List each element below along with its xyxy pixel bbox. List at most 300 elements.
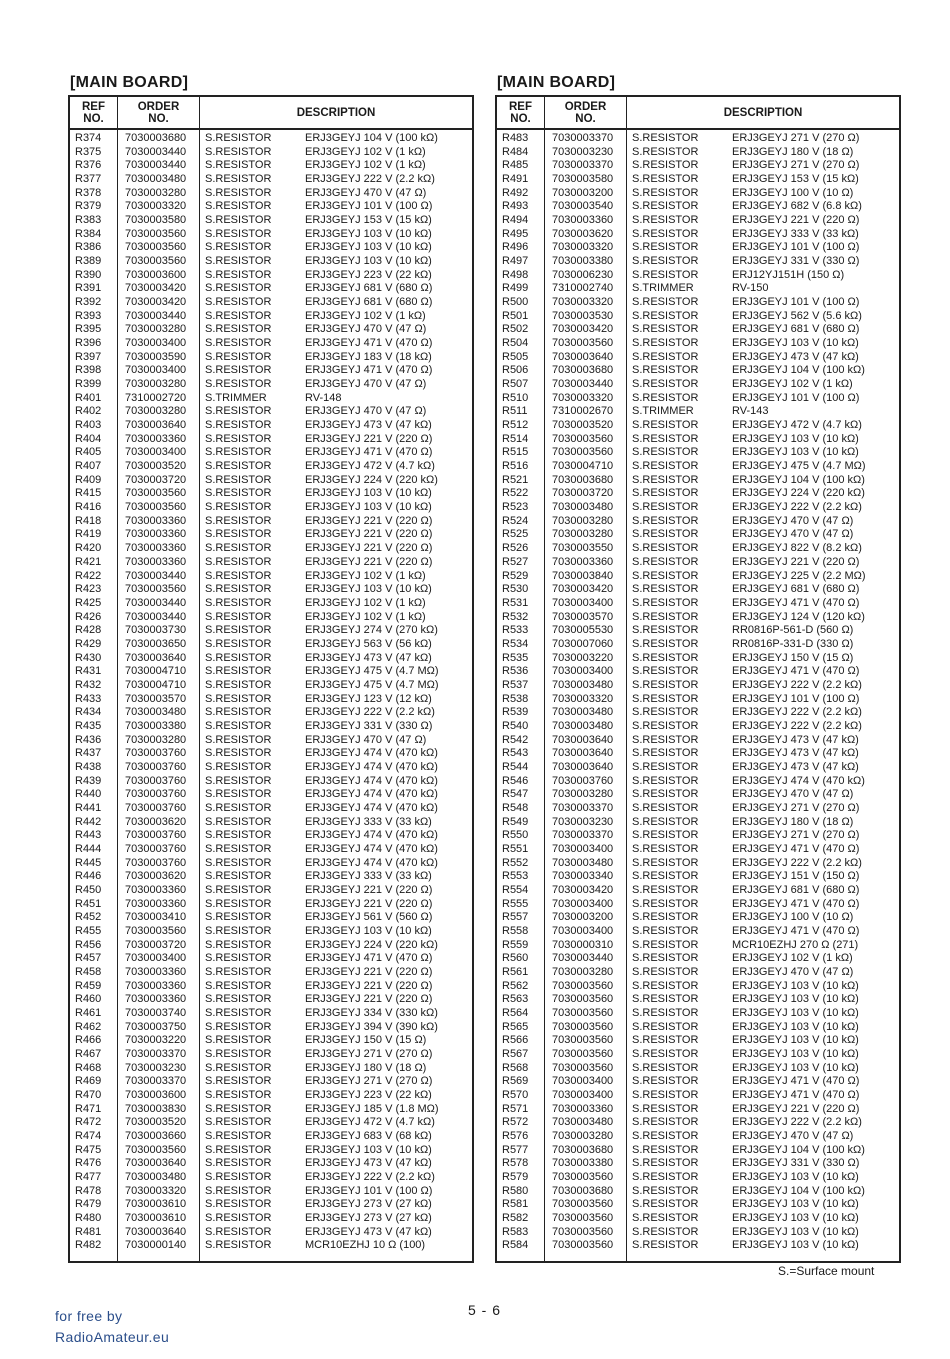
ref-no-cell: R569 xyxy=(502,1075,529,1088)
ref-no-cell: R386 xyxy=(75,241,102,254)
ref-no-cell: R440 xyxy=(75,788,102,801)
table-row xyxy=(70,310,472,324)
part-value-cell: ERJ3GEYJ 470 V (47 Ω) xyxy=(305,186,427,199)
part-type-cell: S.RESISTOR xyxy=(205,979,272,992)
order-no-cell: 7030003760 xyxy=(125,760,187,773)
part-value-cell: ERJ3GEYJ 273 V (27 kΩ) xyxy=(305,1212,432,1225)
header-description: DESCRIPTION xyxy=(723,106,803,119)
part-type-cell: S.RESISTOR xyxy=(632,1075,699,1088)
part-type-cell: S.RESISTOR xyxy=(632,651,699,664)
table-row xyxy=(497,1144,899,1158)
ref-no-cell: R484 xyxy=(502,145,529,158)
part-type-cell: S.RESISTOR xyxy=(632,1143,699,1156)
order-no-cell: 7030003660 xyxy=(125,1130,187,1143)
order-no-cell: 7030003560 xyxy=(552,1212,614,1225)
table-row xyxy=(497,269,899,283)
part-type-cell: S.RESISTOR xyxy=(632,1184,699,1197)
order-no-cell: 7030003560 xyxy=(552,1034,614,1047)
ref-no-cell: R430 xyxy=(75,651,102,664)
table-row xyxy=(497,1089,899,1103)
part-type-cell: S.RESISTOR xyxy=(205,1116,272,1129)
table-row xyxy=(497,925,899,939)
part-value-cell: ERJ3GEYJ 470 V (47 Ω) xyxy=(732,965,854,978)
order-no-cell: 7030003320 xyxy=(552,391,614,404)
order-no-cell: 7030003680 xyxy=(552,473,614,486)
ref-no-cell: R564 xyxy=(502,1007,529,1019)
part-value-cell: ERJ3GEYJ 271 V (270 Ω) xyxy=(732,829,860,842)
order-no-cell: 7030003280 xyxy=(552,528,614,541)
order-no-cell: 7030003590 xyxy=(125,350,187,363)
part-value-cell: ERJ3GEYJ 471 V (470 Ω) xyxy=(732,897,860,910)
ref-no-cell: R500 xyxy=(502,296,529,309)
part-type-cell: S.RESISTOR xyxy=(205,323,272,336)
order-no-cell: 7030003640 xyxy=(552,350,614,363)
order-no-cell: 7030003560 xyxy=(552,1020,614,1033)
part-type-cell: S.RESISTOR xyxy=(632,241,699,254)
part-value-cell: ERJ3GEYJ 102 V (1 kΩ) xyxy=(305,610,426,623)
order-no-cell: 7030003760 xyxy=(125,747,187,760)
order-no-cell: 7030003200 xyxy=(552,186,614,199)
part-value-cell: ERJ3GEYJ 104 V (100 kΩ) xyxy=(732,364,865,377)
order-no-cell: 7030003560 xyxy=(552,1048,614,1061)
order-no-cell: 7030003560 xyxy=(552,1061,614,1074)
part-value-cell: ERJ3GEYJ 224 V (220 kΩ) xyxy=(305,938,438,951)
ref-no-cell: R582 xyxy=(502,1212,529,1225)
table-row xyxy=(70,679,472,693)
table-body-left xyxy=(70,130,472,1261)
order-no-cell: 7030003400 xyxy=(552,1089,614,1102)
part-type-cell: S.RESISTOR xyxy=(632,596,699,609)
part-value-cell: ERJ3GEYJ 221 V (220 Ω) xyxy=(305,528,433,541)
part-type-cell: S.RESISTOR xyxy=(205,241,272,254)
ref-no-cell: R375 xyxy=(75,145,102,158)
part-value-cell: ERJ3GEYJ 221 V (220 Ω) xyxy=(305,993,433,1006)
part-type-cell: S.RESISTOR xyxy=(632,1198,699,1211)
part-value-cell: ERJ3GEYJ 103 V (10 kΩ) xyxy=(732,337,859,350)
ref-no-cell: R496 xyxy=(502,241,529,254)
part-value-cell: ERJ3GEYJ 470 V (47 Ω) xyxy=(732,788,854,801)
order-no-cell: 7310002670 xyxy=(552,405,614,418)
order-no-cell: 7030003760 xyxy=(125,774,187,787)
ref-no-cell: R455 xyxy=(75,924,102,937)
part-value-cell: ERJ3GEYJ 333 V (33 kΩ) xyxy=(305,870,432,883)
part-type-cell: S.RESISTOR xyxy=(632,555,699,568)
part-type-cell: S.RESISTOR xyxy=(205,897,272,910)
order-no-cell: 7030003280 xyxy=(552,1130,614,1143)
order-no-cell: 7030003520 xyxy=(125,460,187,473)
part-value-cell: ERJ3GEYJ 473 V (47 kΩ) xyxy=(305,1157,432,1170)
ref-no-cell: R389 xyxy=(75,255,102,268)
order-no-cell: 7030003280 xyxy=(125,323,187,336)
part-type-cell: S.RESISTOR xyxy=(632,1048,699,1061)
part-value-cell: ERJ3GEYJ 103 V (10 kΩ) xyxy=(732,979,859,992)
part-value-cell: ERJ3GEYJ 103 V (10 kΩ) xyxy=(305,241,432,254)
order-no-cell: 7030003760 xyxy=(552,774,614,787)
part-type-cell: S.RESISTOR xyxy=(632,337,699,350)
part-value-cell: ERJ3GEYJ 221 V (220 Ω) xyxy=(305,965,433,978)
table-row xyxy=(70,1007,472,1021)
part-type-cell: S.RESISTOR xyxy=(632,432,699,445)
table-row xyxy=(70,487,472,501)
part-type-cell: S.RESISTOR xyxy=(205,473,272,486)
table-row xyxy=(70,159,472,173)
ref-no-cell: R562 xyxy=(502,979,529,992)
ref-no-cell: R567 xyxy=(502,1048,529,1061)
ref-no-cell: R384 xyxy=(75,227,102,240)
order-no-cell: 7030003480 xyxy=(552,1116,614,1129)
part-value-cell: ERJ3GEYJ 183 V (18 kΩ) xyxy=(305,350,432,363)
part-type-cell: S.RESISTOR xyxy=(632,911,699,924)
part-type-cell: S.RESISTOR xyxy=(205,1102,272,1115)
part-type-cell: S.RESISTOR xyxy=(205,883,272,896)
ref-no-cell: R450 xyxy=(75,883,102,896)
part-value-cell: ERJ3GEYJ 563 V (56 kΩ) xyxy=(305,637,432,650)
part-type-cell: S.RESISTOR xyxy=(632,870,699,883)
table-row xyxy=(497,460,899,474)
part-type-cell: S.RESISTOR xyxy=(632,1239,699,1252)
order-no-cell: 7030003230 xyxy=(552,815,614,828)
order-no-cell: 7030003760 xyxy=(125,788,187,801)
ref-no-cell: R572 xyxy=(502,1116,529,1129)
order-no-cell: 7030003420 xyxy=(552,323,614,336)
ref-no-cell: R570 xyxy=(502,1089,529,1102)
table-row xyxy=(497,993,899,1007)
part-value-cell: ERJ3GEYJ 102 V (1 kΩ) xyxy=(305,569,426,582)
order-no-cell: 7030003360 xyxy=(552,1102,614,1115)
order-no-cell: 7030003760 xyxy=(125,801,187,814)
table-row xyxy=(497,1048,899,1062)
table-row xyxy=(70,460,472,474)
ref-no-cell: R428 xyxy=(75,624,102,637)
table-row xyxy=(70,1185,472,1199)
header-ref-no: REF NO. xyxy=(70,97,118,128)
ref-no-cell: R466 xyxy=(75,1034,102,1047)
ref-no-cell: R515 xyxy=(502,446,529,459)
part-value-cell: ERJ3GEYJ 103 V (10 kΩ) xyxy=(732,1198,859,1211)
section-title: [MAIN BOARD] xyxy=(70,74,189,91)
part-value-cell: ERJ3GEYJ 222 V (2.2 kΩ) xyxy=(732,706,862,719)
order-no-cell: 7030003410 xyxy=(125,911,187,924)
table-row xyxy=(497,788,899,802)
part-value-cell: ERJ3GEYJ 222 V (2.2 kΩ) xyxy=(305,706,435,719)
ref-no-cell: R475 xyxy=(75,1143,102,1156)
order-no-cell: 7030003480 xyxy=(125,1171,187,1184)
ref-no-cell: R547 xyxy=(502,788,529,801)
ref-no-cell: R420 xyxy=(75,542,102,555)
ref-no-cell: R565 xyxy=(502,1020,529,1033)
ref-no-cell: R524 xyxy=(502,514,529,527)
part-value-cell: ERJ3GEYJ 103 V (10 kΩ) xyxy=(732,1061,859,1074)
ref-no-cell: R542 xyxy=(502,733,529,746)
ref-no-cell: R383 xyxy=(75,214,102,227)
part-type-cell: S.RESISTOR xyxy=(205,1198,272,1211)
ref-no-cell: R439 xyxy=(75,774,102,787)
part-value-cell: ERJ3GEYJ 221 V (220 Ω) xyxy=(732,555,860,568)
table-row xyxy=(497,214,899,228)
table-row xyxy=(497,693,899,707)
part-type-cell: S.RESISTOR xyxy=(205,255,272,268)
table-row xyxy=(497,501,899,515)
order-no-cell: 7030003360 xyxy=(552,555,614,568)
order-no-cell: 7030003760 xyxy=(125,842,187,855)
ref-no-cell: R441 xyxy=(75,801,102,814)
order-no-cell: 7030003720 xyxy=(552,487,614,500)
order-no-cell: 7030003280 xyxy=(125,405,187,418)
part-type-cell: S.RESISTOR xyxy=(632,1034,699,1047)
ref-no-cell: R580 xyxy=(502,1184,529,1197)
table-row xyxy=(497,1116,899,1130)
table-row xyxy=(70,1226,472,1240)
part-type-cell: S.RESISTOR xyxy=(632,528,699,541)
order-no-cell: 7030003320 xyxy=(125,1184,187,1197)
order-no-cell: 7030003540 xyxy=(552,200,614,213)
part-value-cell: ERJ3GEYJ 331 V (330 Ω) xyxy=(732,255,860,268)
ref-no-cell: R548 xyxy=(502,801,529,814)
ref-no-cell: R510 xyxy=(502,391,529,404)
part-type-cell: S.RESISTOR xyxy=(632,678,699,691)
table-row xyxy=(70,214,472,228)
order-no-cell: 7030000310 xyxy=(552,938,614,951)
part-type-cell: S.RESISTOR xyxy=(632,350,699,363)
part-value-cell: ERJ3GEYJ 102 V (1 kΩ) xyxy=(305,145,426,158)
ref-no-cell: R551 xyxy=(502,842,529,855)
table-row xyxy=(70,693,472,707)
table-row xyxy=(497,952,899,966)
part-value-cell: ERJ3GEYJ 102 V (1 kΩ) xyxy=(305,159,426,172)
ref-no-cell: R476 xyxy=(75,1157,102,1170)
part-type-cell: S.RESISTOR xyxy=(632,268,699,281)
order-no-cell: 7030003480 xyxy=(552,856,614,869)
part-type-cell: S.RESISTOR xyxy=(632,692,699,705)
part-value-cell: ERJ3GEYJ 221 V (220 Ω) xyxy=(305,542,433,555)
table-row xyxy=(497,337,899,351)
order-no-cell: 7030000140 xyxy=(125,1239,187,1252)
ref-no-cell: R426 xyxy=(75,610,102,623)
ref-no-cell: R579 xyxy=(502,1171,529,1184)
table-row xyxy=(70,570,472,584)
ref-no-cell: R396 xyxy=(75,337,102,350)
table-row xyxy=(497,1034,899,1048)
table-row xyxy=(497,200,899,214)
order-no-cell: 7030003370 xyxy=(125,1075,187,1088)
table-row xyxy=(497,980,899,994)
part-type-cell: S.RESISTOR xyxy=(632,391,699,404)
order-no-cell: 7030003440 xyxy=(125,569,187,582)
ref-no-cell: R531 xyxy=(502,596,529,609)
order-no-cell: 7030003760 xyxy=(125,829,187,842)
ref-no-cell: R390 xyxy=(75,268,102,281)
part-value-cell: ERJ3GEYJ 271 V (270 Ω) xyxy=(305,1048,433,1061)
part-value-cell: ERJ3GEYJ 474 V (470 kΩ) xyxy=(305,774,438,787)
table-row xyxy=(70,1144,472,1158)
order-no-cell: 7030003360 xyxy=(125,897,187,910)
table-row xyxy=(70,761,472,775)
ref-no-cell: R379 xyxy=(75,200,102,213)
ref-no-cell: R563 xyxy=(502,993,529,1006)
ref-no-cell: R534 xyxy=(502,637,529,650)
part-value-cell: ERJ3GEYJ 180 V (18 Ω) xyxy=(732,145,854,158)
order-no-cell: 7030003360 xyxy=(125,528,187,541)
ref-no-cell: R485 xyxy=(502,159,529,172)
table-row xyxy=(497,159,899,173)
part-value-cell: ERJ3GEYJ 224 V (220 kΩ) xyxy=(732,487,865,500)
ref-no-cell: R438 xyxy=(75,760,102,773)
ref-no-cell: R405 xyxy=(75,446,102,459)
part-type-cell: S.RESISTOR xyxy=(205,596,272,609)
part-type-cell: S.RESISTOR xyxy=(632,719,699,732)
order-no-cell: 7030003440 xyxy=(125,309,187,322)
table-row xyxy=(497,132,899,146)
part-value-cell: ERJ3GEYJ 104 V (100 kΩ) xyxy=(732,1143,865,1156)
part-value-cell: ERJ3GEYJ 104 V (100 kΩ) xyxy=(732,1184,865,1197)
table-row xyxy=(70,1048,472,1062)
part-type-cell: S.RESISTOR xyxy=(205,555,272,568)
part-type-cell: S.RESISTOR xyxy=(632,979,699,992)
part-value-cell: ERJ3GEYJ 471 V (470 Ω) xyxy=(305,446,433,459)
part-value-cell: ERJ3GEYJ 681 V (680 Ω) xyxy=(732,883,860,896)
ref-no-cell: R533 xyxy=(502,624,529,637)
order-no-cell: 7030003550 xyxy=(552,542,614,555)
part-value-cell: ERJ3GEYJ 224 V (220 kΩ) xyxy=(305,473,438,486)
surface-mount-footnote: S.=Surface mount xyxy=(778,1264,875,1278)
part-type-cell: S.RESISTOR xyxy=(632,159,699,172)
ref-no-cell: R391 xyxy=(75,282,102,295)
part-type-cell: S.RESISTOR xyxy=(205,938,272,951)
ref-no-cell: R462 xyxy=(75,1020,102,1033)
order-no-cell: 7030004710 xyxy=(125,665,187,678)
part-value-cell: ERJ3GEYJ 333 V (33 kΩ) xyxy=(305,815,432,828)
part-value-cell: ERJ3GEYJ 681 V (680 Ω) xyxy=(305,282,433,295)
part-value-cell: ERJ3GEYJ 103 V (10 kΩ) xyxy=(732,1225,859,1238)
part-value-cell: ERJ3GEYJ 103 V (10 kΩ) xyxy=(732,993,859,1006)
part-type-cell: S.RESISTOR xyxy=(632,610,699,623)
part-value-cell: ERJ3GEYJ 103 V (10 kΩ) xyxy=(305,255,432,268)
ref-no-cell: R429 xyxy=(75,637,102,650)
part-value-cell: ERJ3GEYJ 471 V (470 Ω) xyxy=(732,665,860,678)
order-no-cell: 7030003840 xyxy=(552,569,614,582)
ref-no-cell: R554 xyxy=(502,883,529,896)
table-row xyxy=(497,1103,899,1117)
part-type-cell: S.RESISTOR xyxy=(205,719,272,732)
order-no-cell: 7030003680 xyxy=(552,1143,614,1156)
ref-no-cell: R577 xyxy=(502,1143,529,1156)
order-no-cell: 7030003370 xyxy=(552,159,614,172)
part-value-cell: ERJ3GEYJ 271 V (270 Ω) xyxy=(305,1075,433,1088)
table-row xyxy=(497,870,899,884)
order-no-cell: 7030003560 xyxy=(552,1171,614,1184)
part-type-cell: S.RESISTOR xyxy=(205,296,272,309)
order-no-cell: 7030003570 xyxy=(552,610,614,623)
part-type-cell: S.RESISTOR xyxy=(632,1116,699,1129)
table-row xyxy=(497,487,899,501)
table-row xyxy=(70,583,472,597)
ref-no-cell: R458 xyxy=(75,965,102,978)
order-no-cell: 7030003360 xyxy=(125,514,187,527)
ref-no-cell: R502 xyxy=(502,323,529,336)
order-no-cell: 7030003640 xyxy=(125,1157,187,1170)
part-type-cell: S.TRIMMER xyxy=(205,391,267,404)
table-row xyxy=(497,761,899,775)
table-row xyxy=(70,829,472,843)
order-no-cell: 7030003400 xyxy=(552,842,614,855)
order-no-cell: 7030003560 xyxy=(125,487,187,500)
ref-no-cell: R571 xyxy=(502,1102,529,1115)
part-type-cell: S.RESISTOR xyxy=(205,965,272,978)
part-value-cell: ERJ3GEYJ 222 V (2.2 kΩ) xyxy=(305,1171,435,1184)
part-value-cell: ERJ3GEYJ 102 V (1 kΩ) xyxy=(305,596,426,609)
part-value-cell: ERJ3GEYJ 223 V (22 kΩ) xyxy=(305,268,432,281)
part-type-cell: S.RESISTOR xyxy=(205,1225,272,1238)
part-value-cell: ERJ3GEYJ 103 V (10 kΩ) xyxy=(732,1239,859,1252)
order-no-cell: 7030003280 xyxy=(125,378,187,391)
ref-no-cell: R491 xyxy=(502,173,529,186)
table-row xyxy=(70,993,472,1007)
table-row xyxy=(497,939,899,953)
order-no-cell: 7030003480 xyxy=(552,678,614,691)
part-value-cell: ERJ3GEYJ 103 V (10 kΩ) xyxy=(305,501,432,514)
table-row xyxy=(497,1185,899,1199)
part-value-cell: ERJ3GEYJ 473 V (47 kΩ) xyxy=(305,651,432,664)
ref-no-cell: R583 xyxy=(502,1225,529,1238)
parts-table-left xyxy=(68,95,474,1263)
part-value-cell: ERJ3GEYJ 471 V (470 Ω) xyxy=(732,1075,860,1088)
ref-no-cell: R530 xyxy=(502,583,529,596)
ref-no-cell: R558 xyxy=(502,924,529,937)
part-value-cell: ERJ3GEYJ 102 V (1 kΩ) xyxy=(732,952,853,965)
part-type-cell: S.TRIMMER xyxy=(632,405,694,418)
order-no-cell: 7030003580 xyxy=(125,214,187,227)
table-row xyxy=(70,228,472,242)
part-type-cell: S.RESISTOR xyxy=(205,364,272,377)
credit-link[interactable]: RadioAmateur.eu xyxy=(55,1329,170,1345)
part-value-cell: RR0816P-561-D (560 Ω) xyxy=(732,624,854,637)
table-row xyxy=(70,788,472,802)
part-value-cell: ERJ3GEYJ 470 V (47 Ω) xyxy=(305,323,427,336)
part-value-cell: ERJ3GEYJ 274 V (270 kΩ) xyxy=(305,624,438,637)
order-no-cell: 7030003620 xyxy=(125,870,187,883)
part-value-cell: ERJ3GEYJ 562 V (5.6 kΩ) xyxy=(732,309,862,322)
order-no-cell: 7030003600 xyxy=(125,268,187,281)
table-row xyxy=(70,173,472,187)
order-no-cell: 7030003230 xyxy=(552,145,614,158)
part-value-cell: ERJ3GEYJ 103 V (10 kΩ) xyxy=(732,1020,859,1033)
part-value-cell: ERJ3GEYJ 471 V (470 Ω) xyxy=(305,337,433,350)
part-value-cell: ERJ3GEYJ 103 V (10 kΩ) xyxy=(732,446,859,459)
order-no-cell: 7030003640 xyxy=(125,651,187,664)
table-row xyxy=(497,802,899,816)
ref-no-cell: R418 xyxy=(75,514,102,527)
ref-no-cell: R549 xyxy=(502,815,529,828)
part-type-cell: S.RESISTOR xyxy=(205,665,272,678)
ref-no-cell: R529 xyxy=(502,569,529,582)
order-no-cell: 7030003560 xyxy=(125,241,187,254)
table-row xyxy=(70,528,472,542)
table-row xyxy=(497,665,899,679)
table-row xyxy=(70,269,472,283)
part-type-cell: S.RESISTOR xyxy=(205,350,272,363)
ref-no-cell: R535 xyxy=(502,651,529,664)
ref-no-cell: R557 xyxy=(502,911,529,924)
part-type-cell: S.TRIMMER xyxy=(632,282,694,295)
part-type-cell: S.RESISTOR xyxy=(632,364,699,377)
part-value-cell: ERJ3GEYJ 331 V (330 Ω) xyxy=(732,1157,860,1170)
table-row xyxy=(70,1116,472,1130)
ref-no-cell: R457 xyxy=(75,952,102,965)
order-no-cell: 7030003400 xyxy=(552,924,614,937)
part-value-cell: ERJ3GEYJ 822 V (8.2 kΩ) xyxy=(732,542,862,555)
ref-no-cell: R544 xyxy=(502,760,529,773)
ref-no-cell: R451 xyxy=(75,897,102,910)
